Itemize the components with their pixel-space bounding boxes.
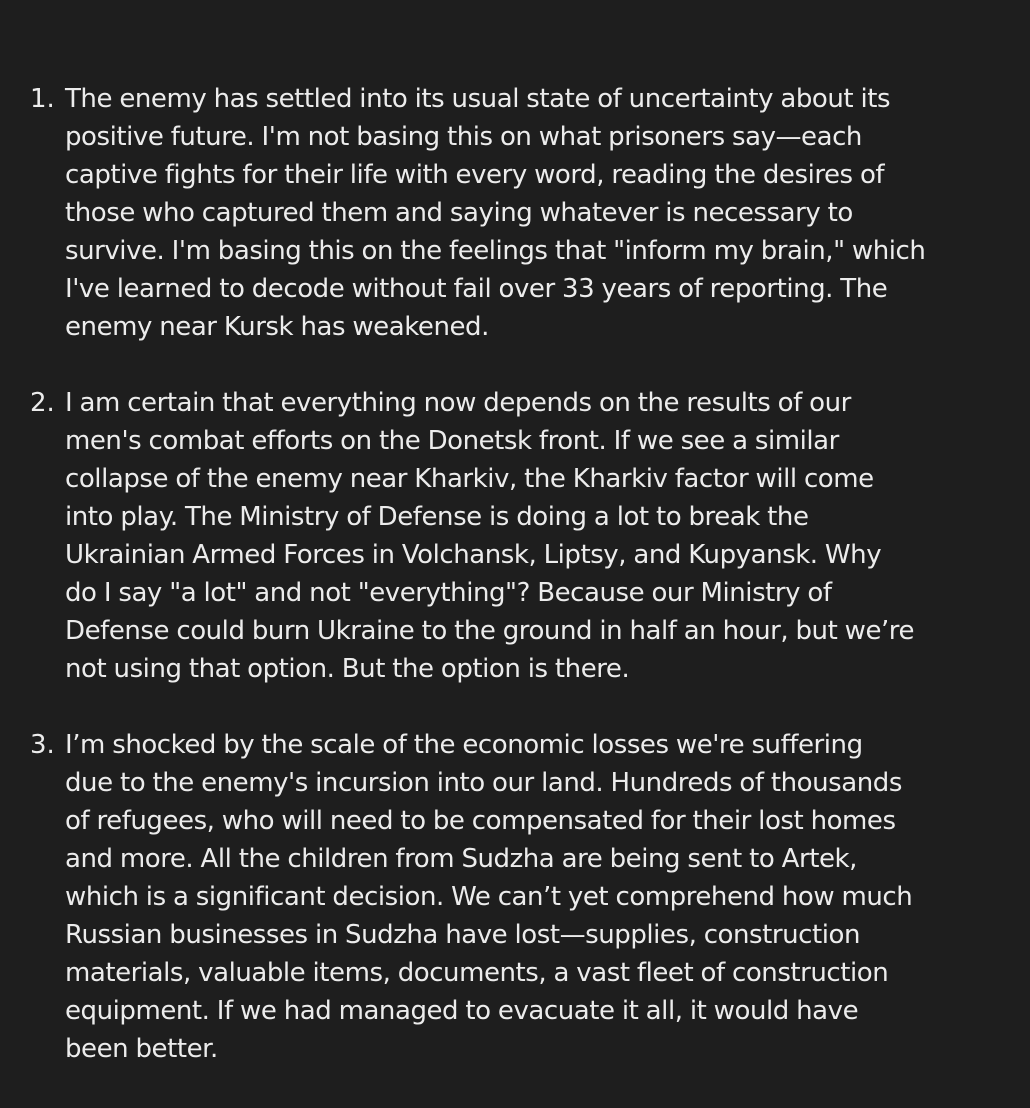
text-line: captive fights for their life with every word, reading the desires of	[65, 160, 885, 190]
text-line: not using that option. But the option is there.	[65, 654, 630, 684]
list-item	[30, 726, 1020, 1068]
text-line: collapse of the enemy near Kharkiv, the Kharkiv factor will come	[65, 464, 874, 494]
text-line: I've learned to decode without fail over 33 years of reporting. The	[65, 274, 888, 304]
text-line: Russian businesses in Sudzha have lost—supplies, construction	[65, 920, 860, 950]
text-line: enemy near Kursk has weakened.	[65, 312, 489, 342]
text-line: survive. I'm basing this on the feelings that "inform my brain," which	[65, 236, 926, 266]
text-line: Ukrainian Armed Forces in Volchansk, Liptsy, and Kupyansk. Why	[65, 540, 882, 570]
text-line: I am certain that everything now depends on the results of our	[65, 388, 851, 418]
item-number: 1.	[30, 84, 55, 114]
numbered-list	[30, 80, 1020, 1106]
item-text	[65, 80, 1020, 346]
text-line: of refugees, who will need to be compensated for their lost homes	[65, 806, 896, 836]
item-text	[65, 726, 1020, 1068]
item-number: 3.	[30, 730, 55, 760]
text-line: equipment. If we had managed to evacuate it all, it would have	[65, 996, 859, 1026]
text-line: which is a significant decision. We can’t yet comprehend how much	[65, 882, 913, 912]
item-text	[65, 384, 1020, 688]
text-line: The enemy has settled into its usual state of uncertainty about its	[65, 84, 891, 114]
text-line: positive future. I'm not basing this on what prisoners say—each	[65, 122, 862, 152]
text-line: I’m shocked by the scale of the economic losses we're suffering	[65, 730, 863, 760]
text-line: Defense could burn Ukraine to the ground in half an hour, but we’re	[65, 616, 915, 646]
item-number: 2.	[30, 388, 55, 418]
text-line: men's combat efforts on the Donetsk front. If we see a similar	[65, 426, 839, 456]
text-line: due to the enemy's incursion into our land. Hundreds of thousands	[65, 768, 902, 798]
text-line: into play. The Ministry of Defense is doing a lot to break the	[65, 502, 809, 532]
list-item	[30, 80, 1020, 346]
text-line: do I say "a lot" and not "everything"? Because our Ministry of	[65, 578, 832, 608]
text-line: been better.	[65, 1034, 218, 1064]
list-item	[30, 384, 1020, 688]
text-line: those who captured them and saying whatever is necessary to	[65, 198, 853, 228]
text-line: materials, valuable items, documents, a vast fleet of construction	[65, 958, 889, 988]
text-line: and more. All the children from Sudzha are being sent to Artek,	[65, 844, 857, 874]
